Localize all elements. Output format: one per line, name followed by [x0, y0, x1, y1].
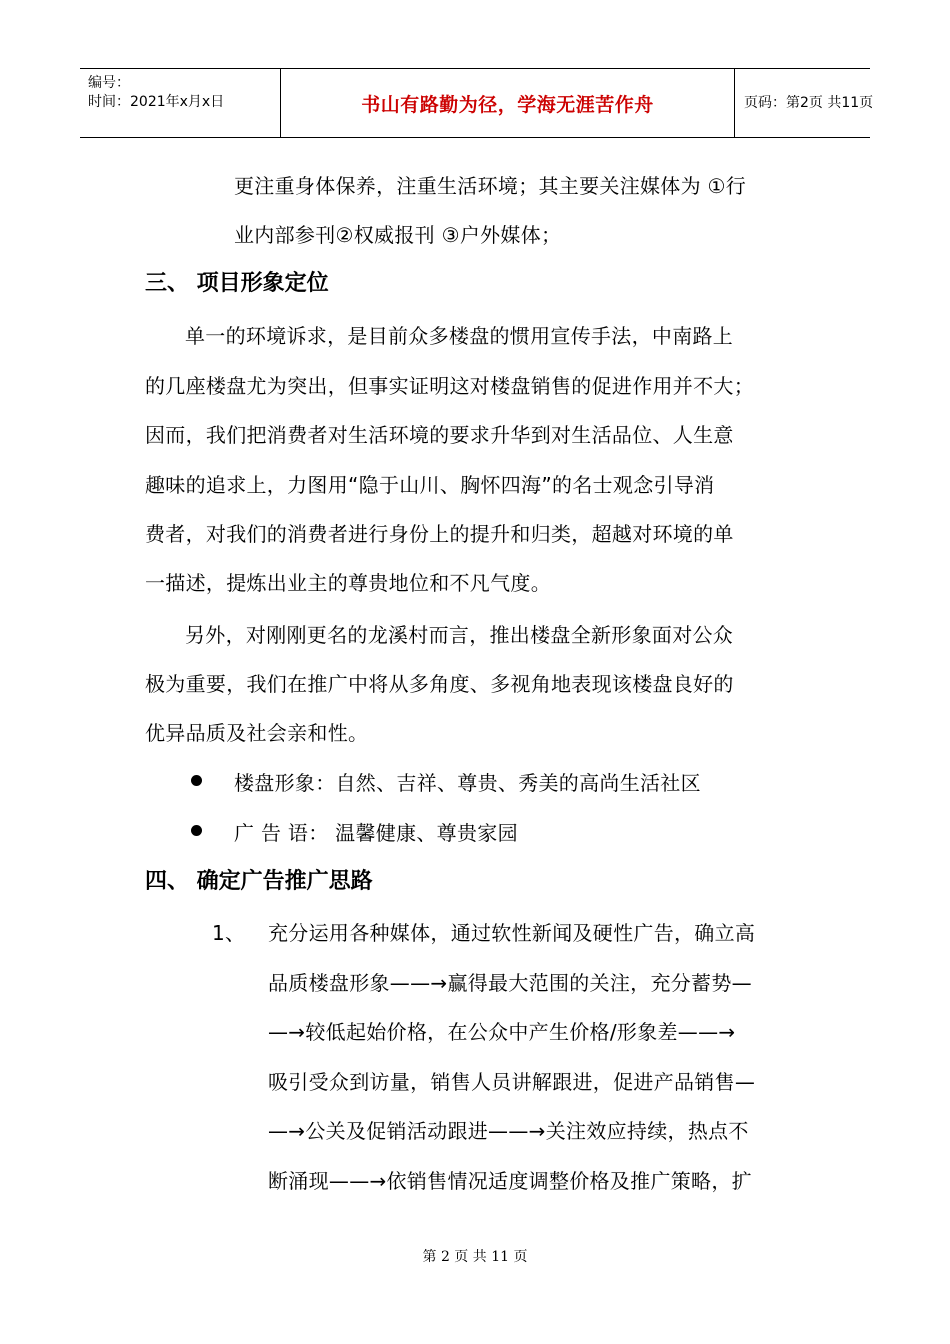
- intro-line-1: 更注重身体保养，注重生活环境；其主要关注媒体为 ①行: [234, 174, 747, 198]
- header-motto-cell: [280, 69, 735, 137]
- section-3-para1-line-3: 因而，我们把消费者对生活环境的要求升华到对生活品位、人生意: [145, 423, 734, 447]
- section-3-para1-line-1: 单一的环境诉求，是目前众多楼盘的惯用宣传手法，中南路上: [185, 324, 734, 348]
- section-3-para1-line-5: 费者，对我们的消费者进行身份上的提升和归类，超越对环境的单: [145, 522, 734, 546]
- item-1-line-4: 吸引受众到访量，销售人员讲解跟进，促进产品销售—: [268, 1070, 756, 1094]
- page-footer: 第 2 页 共 11 页: [422, 1249, 528, 1265]
- section-3-para1-line-4: 趣味的追求上，力图用“隐于山川、胸怀四海”的名士观念引导消: [145, 473, 715, 497]
- item-1-line-2: 品质楼盘形象——→赢得最大范围的关注，充分蓄势—: [268, 971, 752, 995]
- doc-number-label: 编号：: [88, 75, 130, 91]
- section-3-para1-line-6: 一描述，提炼出业主的尊贵地位和不凡气度。: [145, 571, 551, 595]
- bullet-item-image: 楼盘形象：自然、吉祥、尊贵、秀美的高尚生活社区: [234, 771, 701, 795]
- header-page-label: 页码：第2页 共11页: [744, 95, 874, 111]
- bullet-dot-icon: [191, 775, 202, 786]
- item-1-line-5: —→公关及促销活动跟进——→关注效应持续，热点不: [268, 1119, 749, 1143]
- item-1-number: 1、: [212, 921, 246, 945]
- section-4-heading: 四、 确定广告推广思路: [145, 869, 373, 894]
- section-3-heading: 三、 项目形象定位: [145, 271, 329, 296]
- section-3-para2-line-3: 优异品质及社会亲和性。: [145, 721, 369, 745]
- bullet-item-slogan: 广 告 语： 温馨健康、尊贵家园: [234, 821, 518, 845]
- page-header: [80, 68, 874, 138]
- bullet-dot-icon: [191, 825, 202, 836]
- section-3-para1-line-2: 的几座楼盘尤为突出，但事实证明这对楼盘销售的促进作用并不大；: [145, 374, 754, 398]
- intro-line-2: 业内部参刊②权威报刊 ③户外媒体；: [234, 223, 562, 247]
- section-3-para2-line-2: 极为重要，我们在推广中将从多角度、多视角地表现该楼盘良好的: [145, 672, 734, 696]
- doc-time-label: 时间：2021年x月x日: [88, 94, 225, 110]
- item-1-line-1: 充分运用各种媒体，通过软性新闻及硬性广告，确立高: [268, 921, 756, 945]
- item-1-line-6: 断涌现——→依销售情况适度调整价格及推广策略，扩: [268, 1169, 752, 1193]
- item-1-line-3: —→较低起始价格，在公众中产生价格/形象差——→: [268, 1020, 736, 1044]
- section-3-para2-line-1: 另外，对刚刚更名的龙溪村而言，推出楼盘全新形象面对公众: [185, 623, 734, 647]
- header-motto: 书山有路勤为径，学海无涯苦作舟: [361, 93, 654, 116]
- header-page-cell: [734, 69, 874, 137]
- header-left-cell: [80, 69, 280, 137]
